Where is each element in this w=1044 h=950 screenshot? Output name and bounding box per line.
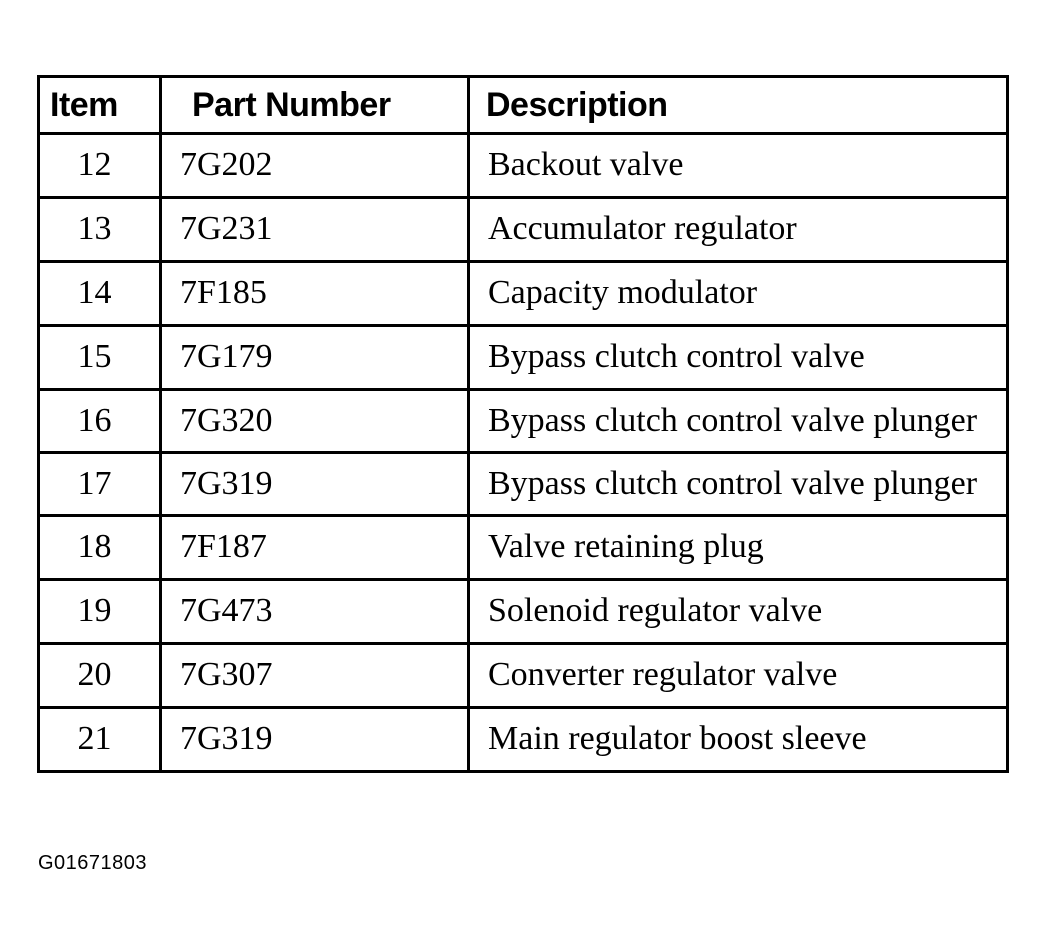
cell-part-number: 7G319	[161, 708, 469, 772]
cell-part-number: 7G319	[161, 453, 469, 516]
cell-part-number: 7F187	[161, 516, 469, 580]
cell-description: Solenoid regulator valve	[469, 580, 1008, 644]
cell-item: 13	[39, 198, 161, 262]
cell-item: 21	[39, 708, 161, 772]
table-row	[39, 198, 1008, 262]
column-header-item: Item	[39, 77, 161, 134]
cell-part-number: 7G202	[161, 134, 469, 198]
parts-table	[37, 75, 1009, 773]
table-row	[39, 708, 1008, 772]
table-row	[39, 644, 1008, 708]
cell-item: 19	[39, 580, 161, 644]
table-row	[39, 262, 1008, 326]
cell-item: 20	[39, 644, 161, 708]
cell-item: 12	[39, 134, 161, 198]
column-header-description: Description	[469, 77, 1008, 134]
table-row	[39, 453, 1008, 516]
column-header-part-number: Part Number	[161, 77, 469, 134]
cell-part-number: 7G231	[161, 198, 469, 262]
cell-description: Accumulator regulator	[469, 198, 1008, 262]
cell-part-number: 7G307	[161, 644, 469, 708]
table-row	[39, 326, 1008, 390]
table-header-row	[39, 77, 1008, 134]
cell-item: 14	[39, 262, 161, 326]
figure-id-label: G01671803	[38, 852, 148, 874]
table-row	[39, 516, 1008, 580]
cell-description: Bypass clutch control valve plunger	[469, 453, 1008, 516]
cell-item: 16	[39, 390, 161, 453]
cell-item: 17	[39, 453, 161, 516]
cell-item: 15	[39, 326, 161, 390]
table-row	[39, 580, 1008, 644]
cell-description: Main regulator boost sleeve	[469, 708, 1008, 772]
cell-description: Valve retaining plug	[469, 516, 1008, 580]
cell-description: Bypass clutch control valve	[469, 326, 1008, 390]
cell-item: 18	[39, 516, 161, 580]
cell-description: Capacity modulator	[469, 262, 1008, 326]
cell-description: Converter regulator valve	[469, 644, 1008, 708]
cell-description: Bypass clutch control valve plunger	[469, 390, 1008, 453]
cell-part-number: 7G473	[161, 580, 469, 644]
cell-part-number: 7F185	[161, 262, 469, 326]
table-row	[39, 390, 1008, 453]
table-row	[39, 134, 1008, 198]
cell-description: Backout valve	[469, 134, 1008, 198]
cell-part-number: 7G320	[161, 390, 469, 453]
cell-part-number: 7G179	[161, 326, 469, 390]
